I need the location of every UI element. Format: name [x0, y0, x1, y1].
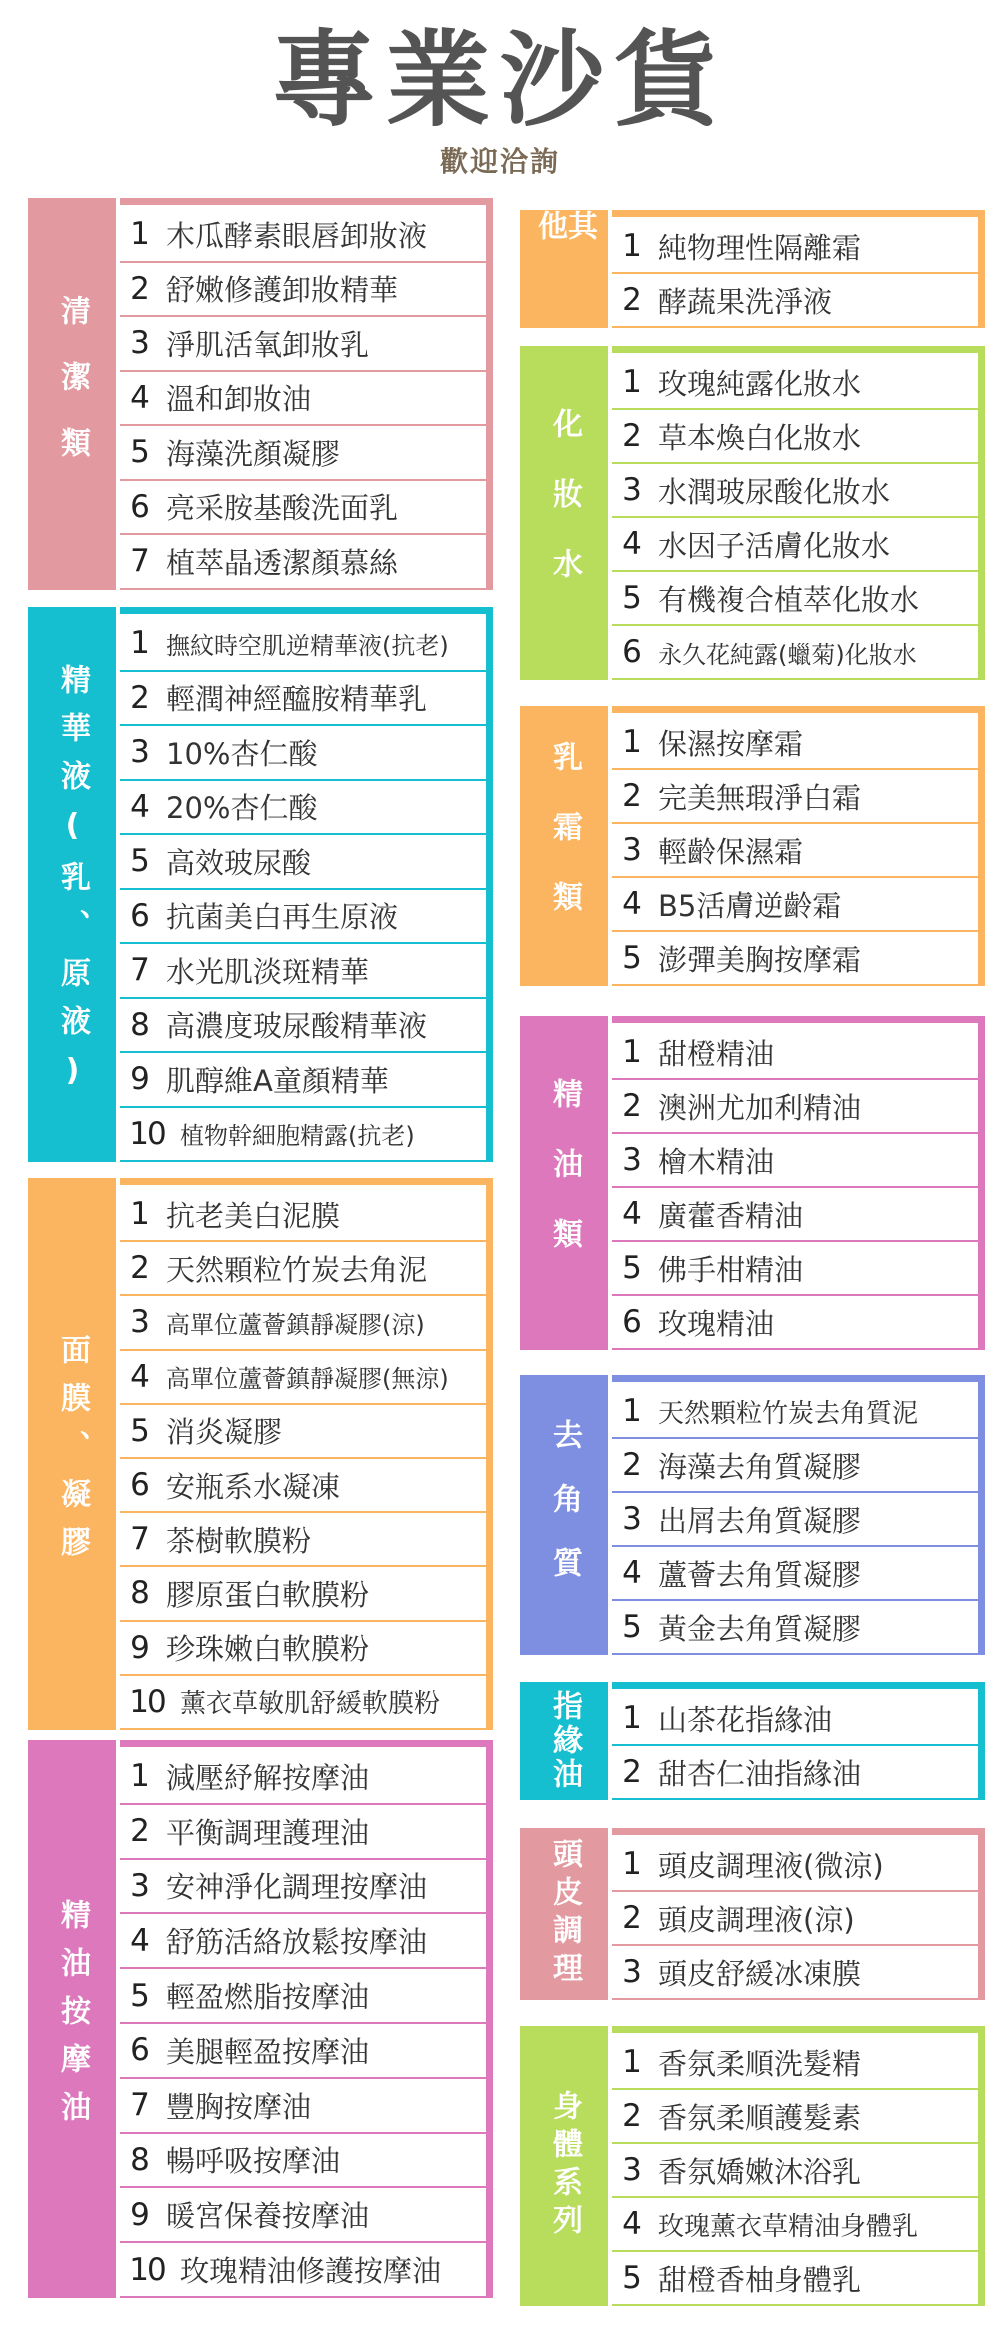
list-item: [120, 1351, 486, 1405]
item-number: 2: [130, 1250, 150, 1287]
item-text: 海藻洗顏凝膠: [166, 436, 341, 471]
list-item: [612, 1746, 978, 1800]
list-item: [612, 518, 978, 572]
list-item: [120, 1459, 486, 1513]
item-text: 香氛柔順洗髮精: [658, 2046, 862, 2081]
list-item: [612, 1601, 978, 1655]
item-text: 植萃晶透潔顏慕絲: [166, 545, 399, 580]
item-number: 5: [622, 1609, 642, 1645]
item-number: 3: [622, 832, 642, 868]
category-items: [120, 607, 493, 1162]
item-text: 消炎凝膠: [166, 1415, 283, 1450]
item-text: 澎彈美胸按摩霜: [658, 942, 862, 977]
right-category-2: [520, 346, 985, 680]
item-number: 4: [130, 788, 150, 825]
item-text: 舒嫩修護卸妝精華: [166, 273, 399, 308]
item-number: 2: [622, 2098, 642, 2134]
category-label: [520, 1828, 608, 2000]
list-item: [612, 2252, 978, 2306]
right-category-5: [520, 1375, 985, 1655]
list-item: [612, 2090, 978, 2144]
category-items: [612, 346, 985, 680]
category-items: [612, 1016, 985, 1350]
item-text: 10%杏仁酸: [166, 736, 318, 771]
item-text: 高單位蘆薈鎮靜凝膠(涼): [166, 1310, 425, 1339]
item-number: 10: [129, 1115, 165, 1152]
item-number: 1: [622, 228, 642, 264]
category-items: [612, 1828, 985, 2000]
list-item: [612, 824, 978, 878]
item-text: 舒筋活絡放鬆按摩油: [166, 1925, 428, 1960]
item-number: 1: [622, 1034, 642, 1070]
item-text: 山茶花指緣油: [658, 1702, 833, 1737]
list-item: [120, 2024, 486, 2079]
item-text: 出屑去角質凝膠: [658, 1503, 862, 1538]
item-number: 5: [130, 843, 150, 880]
item-text: 薰衣草敏肌舒緩軟膜粉: [180, 1689, 441, 1720]
category-items: [612, 1375, 985, 1655]
item-text: 完美無瑕淨白霜: [658, 780, 862, 815]
category-items: [120, 1740, 493, 2298]
list-item: [612, 770, 978, 824]
list-item: [612, 1892, 978, 1946]
item-number: 6: [130, 1467, 150, 1504]
item-text: 天然顆粒竹炭去角質泥: [658, 1398, 919, 1429]
category-label: [520, 346, 608, 680]
list-item: [120, 1914, 486, 1969]
list-item: [120, 672, 486, 727]
item-number: 9: [130, 1629, 150, 1666]
list-item: [120, 2079, 486, 2134]
item-number: 5: [622, 2260, 642, 2296]
item-number: 3: [622, 1954, 642, 1990]
item-number: 2: [622, 1447, 642, 1483]
list-item: [120, 1676, 486, 1730]
item-number: 4: [622, 1555, 642, 1591]
category-label-text: 頭皮調理: [547, 1838, 582, 1990]
item-text: 撫紋時空肌逆精華液(抗老): [166, 631, 449, 660]
item-number: 6: [622, 1304, 642, 1340]
category-label: [520, 210, 608, 328]
item-number: 3: [130, 1304, 150, 1341]
list-item: [120, 617, 486, 672]
item-number: 10: [129, 2251, 165, 2288]
item-text: 玫瑰純露化妝水: [658, 366, 862, 401]
item-number: 8: [130, 1006, 150, 1043]
item-number: 3: [622, 1501, 642, 1537]
list-item: [120, 1242, 486, 1296]
category-items: [120, 1178, 493, 1730]
item-number: 4: [130, 1358, 150, 1395]
item-number: 4: [622, 526, 642, 562]
item-number: 6: [130, 488, 150, 525]
item-number: 4: [622, 886, 642, 922]
list-item: [612, 716, 978, 770]
category-label: [28, 198, 116, 590]
left-category-2: [28, 607, 493, 1162]
item-text: 永久花純露(蠟菊)化妝水: [658, 640, 917, 669]
list-item: [120, 2243, 486, 2298]
category-label-text: 精華液(乳、原液): [55, 663, 90, 1106]
item-number: 1: [622, 364, 642, 400]
list-item: [612, 932, 978, 986]
category-items: [612, 2026, 985, 2306]
list-item: [120, 1805, 486, 1860]
item-text: 澳洲尤加利精油: [658, 1090, 862, 1125]
item-text: 有機複合植萃化妝水: [658, 582, 920, 617]
list-item: [120, 1567, 486, 1621]
item-text: 玫瑰精油: [658, 1306, 775, 1341]
item-number: 5: [622, 940, 642, 976]
list-item: [612, 1188, 978, 1242]
list-item: [612, 1296, 978, 1350]
item-text: 草本煥白化妝水: [658, 420, 862, 455]
item-text: 黃金去角質凝膠: [658, 1611, 862, 1646]
category-label-text: 面膜、凝膠: [55, 1334, 90, 1574]
right-category-8: [520, 2026, 985, 2306]
item-number: 7: [130, 1521, 150, 1558]
list-item: [120, 372, 486, 427]
item-number: 2: [130, 679, 150, 716]
category-label: [28, 1178, 116, 1730]
item-text: 甜橙精油: [658, 1036, 775, 1071]
item-text: 抗老美白泥膜: [166, 1198, 341, 1233]
list-item: [120, 481, 486, 536]
category-label-text: 乳霜類: [547, 741, 582, 951]
item-number: 2: [622, 1900, 642, 1936]
item-text: 減壓紓解按摩油: [166, 1760, 370, 1795]
item-text: 膠原蛋白軟膜粉: [166, 1577, 370, 1612]
item-text: 茶樹軟膜粉: [166, 1523, 312, 1558]
list-item: [612, 2036, 978, 2090]
list-item: [120, 726, 486, 781]
list-item: [120, 890, 486, 945]
item-number: 7: [130, 543, 150, 580]
item-text: 純物理性隔離霜: [658, 230, 862, 265]
item-number: 3: [130, 325, 150, 362]
item-number: 4: [130, 1922, 150, 1959]
item-text: 20%杏仁酸: [166, 791, 318, 826]
item-number: 4: [622, 1196, 642, 1232]
category-label: [520, 706, 608, 986]
left-category-4: [28, 1740, 493, 2298]
list-item: [612, 572, 978, 626]
list-item: [120, 835, 486, 890]
item-number: 6: [130, 2032, 150, 2069]
right-category-6: [520, 1682, 985, 1800]
list-item: [120, 2134, 486, 2189]
item-number: 1: [622, 2044, 642, 2080]
item-number: 4: [130, 379, 150, 416]
item-text: 輕齡保濕霜: [658, 834, 804, 869]
right-category-1: [520, 210, 985, 328]
item-text: 香氛柔順護髮素: [658, 2100, 862, 2135]
list-item: [612, 1439, 978, 1493]
item-text: 廣藿香精油: [658, 1198, 804, 1233]
category-label: [28, 607, 116, 1162]
list-item: [120, 1296, 486, 1350]
item-number: 5: [130, 1977, 150, 2014]
category-label-text: 化妝水: [547, 408, 582, 618]
item-text: 抗菌美白再生原液: [166, 900, 399, 935]
item-number: 6: [130, 897, 150, 934]
list-item: [612, 1493, 978, 1547]
item-text: 亮采胺基酸洗面乳: [166, 491, 399, 526]
category-label: [28, 1740, 116, 2298]
list-item: [120, 944, 486, 999]
item-text: 高效玻尿酸: [166, 845, 312, 880]
item-number: 3: [622, 2152, 642, 2188]
item-text: 暢呼吸按摩油: [166, 2144, 341, 2179]
item-text: 保濕按摩霜: [658, 726, 804, 761]
item-text: 植物幹細胞精露(抗老): [180, 1122, 415, 1151]
list-item: [612, 1838, 978, 1892]
item-number: 3: [130, 1867, 150, 1904]
item-number: 7: [130, 952, 150, 989]
item-text: 水光肌淡斑精華: [166, 954, 370, 989]
right-category-4: [520, 1016, 985, 1350]
list-item: [120, 1860, 486, 1915]
page-title: 專業沙貨: [271, 19, 728, 141]
item-number: 1: [130, 1196, 150, 1233]
right-category-7: [520, 1828, 985, 2000]
category-label-text: 去角質: [547, 1419, 582, 1611]
list-item: [120, 1622, 486, 1676]
item-number: 1: [622, 1393, 642, 1429]
item-text: 美腿輕盈按摩油: [166, 2034, 370, 2069]
item-text: 暖宮保養按摩油: [166, 2199, 370, 2234]
left-category-1: [28, 198, 493, 590]
list-item: [120, 1405, 486, 1459]
item-text: 肌醇維A童顏精華: [166, 1063, 389, 1098]
item-text: 水因子活膚化妝水: [658, 528, 891, 563]
category-label: [520, 1016, 608, 1350]
list-item: [120, 2188, 486, 2243]
item-text: 頭皮調理液(涼): [658, 1902, 855, 1937]
item-text: B5活膚逆齡霜: [658, 888, 842, 923]
page-subtitle: 歡迎洽詢: [439, 145, 560, 178]
list-item: [120, 1108, 486, 1163]
item-text: 香氛嬌嫩沐浴乳: [658, 2154, 862, 2189]
item-number: 7: [130, 2087, 150, 2124]
item-number: 2: [622, 1754, 642, 1790]
left-category-3: [28, 1178, 493, 1730]
item-text: 檜木精油: [658, 1144, 775, 1179]
item-text: 輕潤神經醯胺精華乳: [166, 682, 428, 717]
list-item: [612, 1026, 978, 1080]
list-item: [612, 626, 978, 680]
item-number: 2: [622, 418, 642, 454]
item-number: 1: [130, 625, 150, 662]
item-number: 4: [622, 2206, 642, 2242]
category-label: [520, 2026, 608, 2306]
category-label-text: 清潔類: [55, 295, 90, 493]
item-number: 8: [130, 2141, 150, 2178]
item-number: 1: [622, 1700, 642, 1736]
item-text: 頭皮調理液(微涼): [658, 1848, 884, 1883]
list-item: [612, 220, 978, 274]
list-item: [612, 1547, 978, 1601]
list-item: [612, 2198, 978, 2252]
item-text: 玫瑰精油修護按摩油: [180, 2254, 442, 2289]
item-text: 高濃度玻尿酸精華液: [166, 1009, 428, 1044]
item-text: 珍珠嫩白軟膜粉: [166, 1632, 370, 1667]
item-text: 蘆薈去角質凝膠: [658, 1557, 862, 1592]
item-text: 天然顆粒竹炭去角泥: [166, 1252, 428, 1287]
item-number: 5: [622, 1250, 642, 1286]
list-item: [120, 999, 486, 1054]
list-item: [612, 1946, 978, 2000]
item-text: 輕盈燃脂按摩油: [166, 1980, 370, 2015]
list-item: [612, 2144, 978, 2198]
category-items: [612, 706, 985, 986]
category-label: [520, 1375, 608, 1655]
category-label-text: 身體系列: [547, 2090, 582, 2242]
list-item: [120, 1188, 486, 1242]
item-number: 6: [622, 634, 642, 670]
item-text: 平衡調理護理油: [166, 1815, 370, 1850]
item-text: 甜橙香柚身體乳: [658, 2262, 862, 2297]
list-item: [612, 274, 978, 328]
list-item: [120, 208, 486, 263]
item-number: 3: [622, 472, 642, 508]
list-item: [612, 1080, 978, 1134]
list-item: [120, 781, 486, 836]
category-label-text: 精油按摩油: [55, 1899, 90, 2139]
category-items: [612, 210, 985, 328]
category-label-text: 其他: [532, 210, 597, 276]
item-number: 5: [622, 580, 642, 616]
list-item: [120, 535, 486, 590]
category-label-text: 精油類: [547, 1078, 582, 1288]
item-text: 酵蔬果洗淨液: [658, 284, 833, 319]
item-text: 木瓜酵素眼唇卸妝液: [166, 218, 428, 253]
item-text: 頭皮舒緩冰凍膜: [658, 1956, 862, 1991]
item-text: 溫和卸妝油: [166, 382, 312, 417]
list-item: [120, 1053, 486, 1108]
item-number: 3: [622, 1142, 642, 1178]
item-text: 豐胸按摩油: [166, 2089, 312, 2124]
item-number: 9: [130, 2196, 150, 2233]
item-number: 9: [130, 1061, 150, 1098]
list-item: [612, 878, 978, 932]
right-category-3: [520, 706, 985, 986]
item-number: 8: [130, 1575, 150, 1612]
category-label: [520, 1682, 608, 1800]
item-text: 安瓶系水凝凍: [166, 1469, 341, 1504]
list-item: [120, 426, 486, 481]
item-text: 玫瑰薰衣草精油身體乳: [658, 2211, 919, 2242]
list-item: [612, 356, 978, 410]
item-text: 佛手柑精油: [658, 1252, 804, 1287]
item-number: 2: [622, 1088, 642, 1124]
category-label-text: 指緣油: [547, 1690, 582, 1792]
list-item: [612, 1385, 978, 1439]
item-number: 10: [129, 1683, 165, 1720]
list-item: [120, 1750, 486, 1805]
list-item: [612, 1242, 978, 1296]
list-item: [120, 1969, 486, 2024]
list-item: [612, 1692, 978, 1746]
item-number: 5: [130, 1412, 150, 1449]
item-text: 水潤玻尿酸化妝水: [658, 474, 891, 509]
item-text: 安神淨化調理按摩油: [166, 1870, 428, 1905]
item-number: 1: [130, 1758, 150, 1795]
list-item: [612, 1134, 978, 1188]
item-number: 1: [622, 1846, 642, 1882]
item-number: 2: [130, 1813, 150, 1850]
item-number: 1: [130, 216, 150, 253]
list-item: [120, 1513, 486, 1567]
item-number: 2: [130, 270, 150, 307]
item-number: 3: [130, 734, 150, 771]
list-item: [120, 263, 486, 318]
list-item: [612, 410, 978, 464]
item-text: 海藻去角質凝膠: [658, 1449, 862, 1484]
item-text: 淨肌活氧卸妝乳: [166, 327, 370, 362]
item-text: 高單位蘆薈鎮靜凝膠(無涼): [166, 1365, 449, 1394]
item-number: 2: [622, 778, 642, 814]
category-items: [120, 198, 493, 590]
item-text: 甜杏仁油指緣油: [658, 1756, 862, 1791]
item-number: 5: [130, 434, 150, 471]
list-item: [120, 317, 486, 372]
category-items: [612, 1682, 985, 1800]
list-item: [612, 464, 978, 518]
item-number: 2: [622, 282, 642, 318]
item-number: 1: [622, 724, 642, 760]
